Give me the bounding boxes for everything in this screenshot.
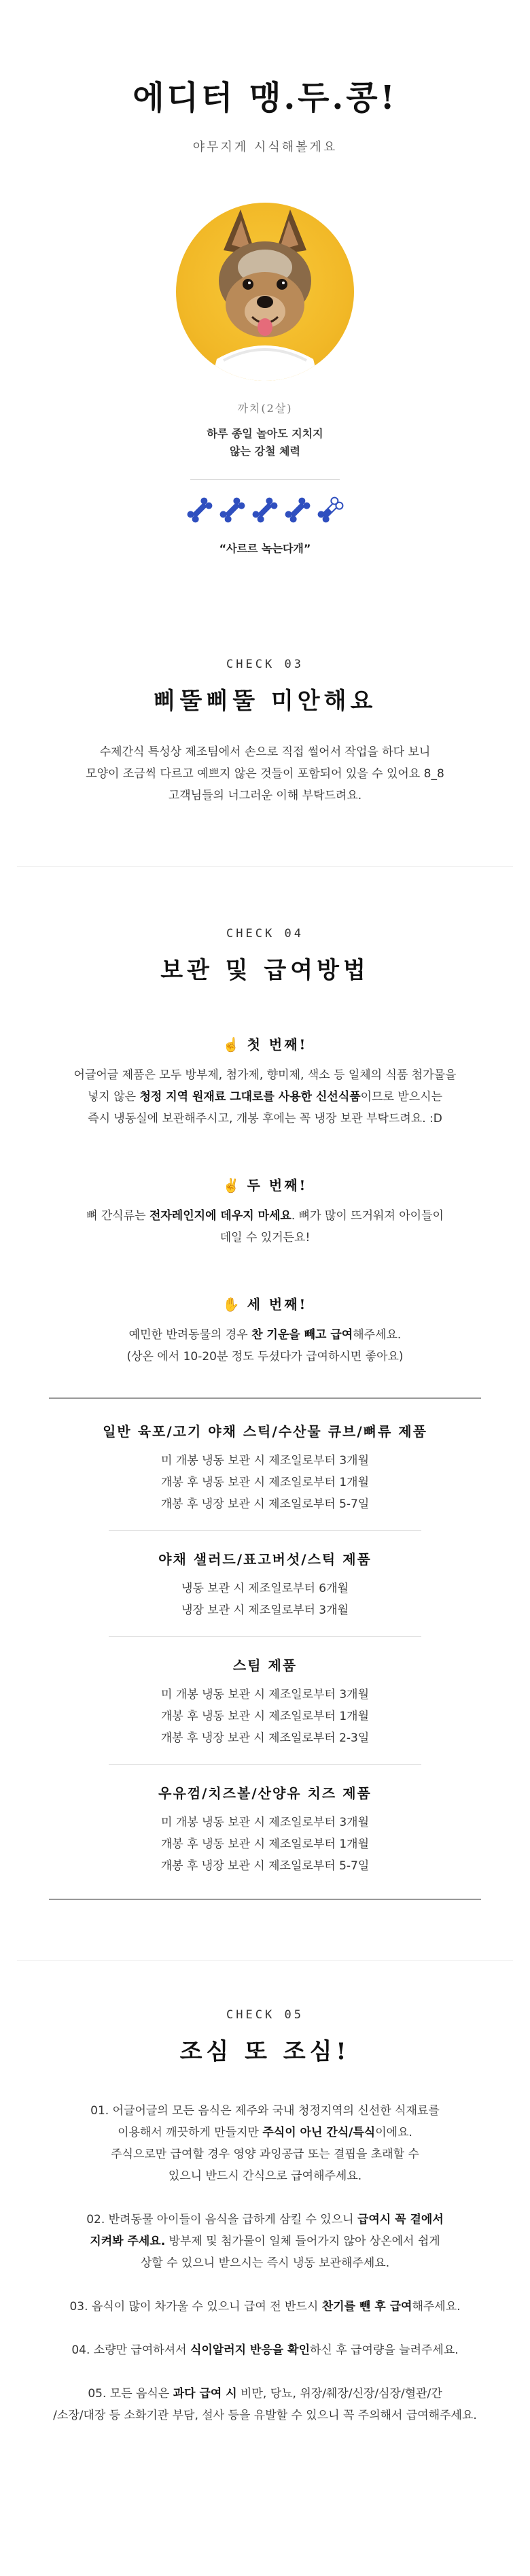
bone-rating — [0, 495, 530, 525]
storage-group-heading: 일반 육포/고기 야채 스틱/수산물 큐브/뼈류 제품 — [103, 1423, 427, 1440]
third-tip-heading — [0, 1293, 530, 1313]
third-tip-line — [0, 1324, 530, 1346]
text-run: . 뼈가 많이 뜨거워져 아이들이 — [291, 1209, 444, 1223]
storage-line: 개봉 후 냉동 보관 시 제조일로부터 1개월 — [161, 1837, 369, 1851]
storage-line: 개봉 후 냉동 보관 시 제조일로부터 1개월 — [161, 1476, 369, 1489]
caution-item-03 — [0, 2296, 530, 2318]
caution-line: 주식으로만 급여할 경우 영양 과잉공급 또는 결핍을 초래할 수 — [111, 2148, 419, 2161]
storage-divider — [109, 1636, 421, 1637]
text-run: 넣지 않은 — [87, 1090, 140, 1104]
storage-line: 냉장 보관 시 제조일로부터 3개월 — [181, 1604, 349, 1617]
two-fingers-hand-icon: ✌ — [222, 1177, 242, 1193]
storage-line: 냉동 보관 시 제조일로부터 6개월 — [181, 1582, 349, 1595]
check-05-title: 조심 또 조심! — [179, 2038, 351, 2065]
third-tip-line: (상온 에서 10-20분 정도 두셨다가 급여하시면 좋아요) — [126, 1350, 404, 1363]
text-run: 이에요. — [375, 2126, 412, 2139]
storage-line: 미 개봉 냉동 보관 시 제조일로부터 3개월 — [161, 1688, 369, 1701]
text-run: 해주세요. — [412, 2300, 461, 2314]
emphasis-text: 급여시 꼭 곁에서 — [357, 2213, 444, 2226]
text-run: 이용해서 깨끗하게 만들지만 — [118, 2126, 263, 2139]
first-tip-line: 어글어글 제품은 모두 방부제, 첨가제, 향미제, 색소 등 일체의 식품 첨가물을 — [73, 1068, 457, 1082]
three-fingers-hand-icon: ✋ — [222, 1296, 242, 1312]
caution-item-01 — [0, 2100, 530, 2187]
caution-item-04 — [0, 2339, 530, 2361]
third-tip-body — [0, 1324, 530, 1368]
second-tip-line — [0, 1205, 530, 1227]
bone-full-icon — [185, 495, 215, 525]
editor-intro — [0, 0, 530, 556]
caution-item-02 — [0, 2209, 530, 2274]
dog-illustration — [176, 203, 354, 381]
bone-half-icon — [315, 495, 345, 525]
emphasis-text: 찬 기운을 빼고 급여 — [251, 1328, 353, 1342]
text-run: 뼈 간식류는 — [86, 1209, 149, 1223]
storage-line: 개봉 후 냉동 보관 시 제조일로부터 1개월 — [161, 1710, 369, 1723]
text-run: 05. 모든 음식은 — [88, 2387, 173, 2401]
text-run: 비만, 당뇨, 위장/췌장/신장/심장/혈관/간 — [236, 2387, 442, 2401]
storage-line: 개봉 후 냉장 보관 시 제조일로부터 5-7일 — [160, 1859, 370, 1873]
dog-desc-line-1: 하루 종일 놀아도 지치지 — [207, 427, 323, 440]
caution-line: /소장/대장 등 소화기관 부담, 설사 등을 유발할 수 있으니 꼭 주의해서 급여해주세요. — [53, 2409, 477, 2422]
editor-subtitle: 야무지게 시식해볼게요 — [192, 140, 338, 154]
storage-group — [49, 1548, 481, 1621]
text-run: 04. 소량만 급여하셔서 — [71, 2343, 190, 2357]
check-04-label: CHECK 04 — [226, 927, 304, 940]
check-03-section — [0, 658, 530, 807]
caution-line — [0, 2209, 530, 2231]
storage-line: 미 개봉 냉동 보관 시 제조일로부터 3개월 — [161, 1816, 369, 1829]
check-03-title: 삐뚤삐뚤 미안해요 — [153, 688, 377, 715]
second-tip-label: 두 번째! — [247, 1177, 308, 1193]
storage-line: 개봉 후 냉장 보관 시 제조일로부터 2-3일 — [160, 1731, 370, 1745]
bone-full-icon — [217, 495, 247, 525]
second-tip-heading — [0, 1174, 530, 1194]
emphasis-text: 식이알러지 반응을 확인 — [190, 2343, 310, 2357]
storage-divider — [109, 1530, 421, 1531]
storage-period-table — [49, 1397, 481, 1900]
emphasis-text: 청정 지역 원재료 그대로를 사용한 신선식품 — [139, 1090, 361, 1104]
first-tip-line — [0, 1086, 530, 1108]
text-run: 이므로 받으시는 — [360, 1090, 443, 1104]
caution-line — [0, 2122, 530, 2143]
section-divider — [17, 866, 513, 867]
review-quote: “사르르 녹는다개” — [219, 542, 311, 555]
editor-title: 에디터 맹.두.콩! — [132, 79, 398, 117]
second-tip-line: 데일 수 있거든요! — [219, 1231, 311, 1244]
first-tip-line: 즉시 냉동실에 보관해주시고, 개봉 후에는 꼭 냉장 보관 부탁드려요. :D — [88, 1112, 442, 1125]
check-05-label: CHECK 05 — [226, 2008, 304, 2022]
emphasis-text: 주식이 아닌 간식/특식 — [262, 2126, 376, 2139]
caution-line — [0, 2296, 530, 2318]
check-03-line: 고객님들의 너그러운 이해 부탁드려요. — [168, 789, 362, 802]
first-tip-heading — [0, 1034, 530, 1053]
text-run: 03. 음식이 많이 차가울 수 있으니 급여 전 반드시 — [69, 2300, 322, 2314]
first-tip-label: 첫 번째! — [247, 1036, 308, 1053]
storage-line: 개봉 후 냉장 보관 시 제조일로부터 5-7일 — [160, 1497, 370, 1511]
storage-group — [49, 1782, 481, 1877]
caution-line: 상할 수 있으니 받으시는 즉시 냉동 보관해주세요. — [140, 2256, 390, 2270]
storage-group — [49, 1421, 481, 1515]
check-05-section — [0, 2008, 530, 2467]
check-03-line: 모양이 조금씩 다르고 예쁘지 않은 것들이 포함되어 있을 수 있어요 8_8 — [86, 767, 444, 781]
check-03-body — [0, 741, 530, 807]
storage-group-heading: 야채 샐러드/표고버섯/스틱 제품 — [158, 1551, 372, 1567]
emphasis-text: 찬기를 뺀 후 급여 — [321, 2300, 412, 2314]
section-divider — [17, 1960, 513, 1961]
bone-full-icon — [283, 495, 313, 525]
storage-group-heading: 스팀 제품 — [232, 1657, 298, 1674]
dog-description — [0, 425, 530, 460]
second-tip-body — [0, 1205, 530, 1249]
storage-group-heading: 우유껌/치즈볼/산양유 치즈 제품 — [158, 1785, 372, 1801]
caution-line — [0, 2231, 530, 2252]
text-run: 예민한 반려동물의 경우 — [128, 1328, 252, 1342]
dog-photo — [176, 203, 354, 381]
caution-line: 01. 어글어글의 모든 음식은 제주와 국내 청정지역의 신선한 식재료를 — [90, 2104, 440, 2118]
storage-divider — [109, 1764, 421, 1765]
check-04-section — [0, 927, 530, 1900]
dog-desc-line-2: 않는 강철 체력 — [230, 445, 300, 458]
check-03-line: 수제간식 특성상 제조팀에서 손으로 직접 썰어서 작업을 하다 보니 — [99, 745, 431, 759]
caution-item-05 — [0, 2383, 530, 2426]
caution-line — [0, 2339, 530, 2361]
text-run: 방부제 및 첨가물이 일체 들어가지 않아 상온에서 쉽게 — [165, 2235, 440, 2248]
check-04-title: 보관 및 급여방법 — [160, 957, 370, 984]
emphasis-text: 전자레인지에 데우지 마세요 — [149, 1209, 292, 1223]
check-03-label: CHECK 03 — [226, 658, 304, 671]
one-finger-hand-icon: ☝ — [222, 1036, 242, 1053]
storage-line: 미 개봉 냉동 보관 시 제조일로부터 3개월 — [161, 1454, 369, 1468]
text-run: 02. 반려동물 아이들이 음식을 급하게 삼킬 수 있으니 — [86, 2213, 357, 2226]
third-tip-label: 세 번째! — [247, 1296, 308, 1312]
caution-line: 있으니 반드시 간식으로 급여해주세요. — [168, 2169, 362, 2183]
emphasis-text: 과다 급여 시 — [173, 2387, 237, 2401]
first-tip-body — [0, 1064, 530, 1130]
dog-name: 까치(2살) — [237, 402, 293, 415]
divider — [190, 479, 340, 480]
bone-full-icon — [250, 495, 280, 525]
text-run: 해주세요. — [353, 1328, 402, 1342]
emphasis-text: 지켜봐 주세요. — [90, 2235, 166, 2248]
storage-group — [49, 1655, 481, 1749]
text-run: 하신 후 급여량을 늘려주세요. — [310, 2343, 459, 2357]
caution-line — [0, 2383, 530, 2405]
